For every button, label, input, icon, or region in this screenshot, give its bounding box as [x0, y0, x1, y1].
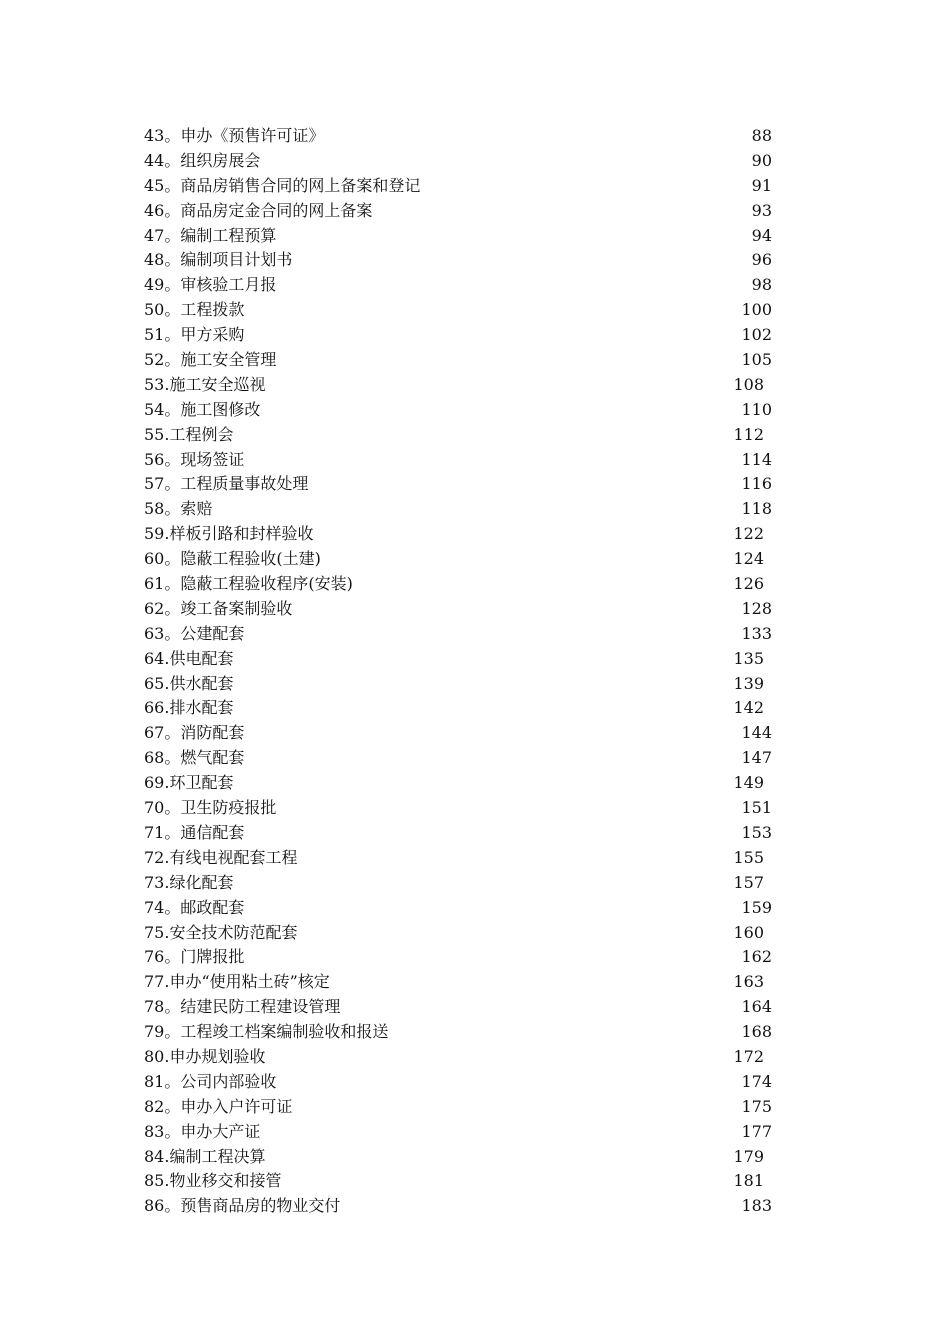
toc-entry	[144, 149, 774, 174]
toc-entry	[144, 1120, 774, 1145]
toc-entry-title: 53.施工安全巡视	[144, 374, 266, 394]
toc-entry	[144, 970, 774, 995]
toc-entry-page-number: 179	[733, 1146, 764, 1166]
toc-entry	[144, 846, 774, 871]
toc-entry-page-number: 96	[751, 250, 772, 270]
toc-entry-title: 83。申办大产证	[144, 1121, 261, 1141]
toc-entry-title: 48。编制项目计划书	[144, 250, 293, 270]
toc-entry-page-number: 172	[733, 1046, 764, 1066]
toc-entry-title: 74。邮政配套	[144, 897, 245, 917]
toc-entry-page-number: 163	[733, 972, 764, 992]
toc-entry-page-number: 88	[751, 126, 772, 145]
toc-entry-title: 72.有线电视配套工程	[144, 847, 298, 867]
toc-entry-page-number: 177	[741, 1121, 772, 1141]
toc-entry-page-number: 135	[733, 648, 764, 668]
toc-entry-page-number: 108	[733, 374, 764, 394]
toc-entry-page-number: 105	[741, 350, 772, 370]
toc-entry-title: 66.排水配套	[144, 698, 234, 718]
toc-entry	[144, 174, 774, 199]
toc-entry-page-number: 128	[741, 598, 772, 618]
toc-entry-title: 84.编制工程决算	[144, 1146, 266, 1166]
toc-entry-page-number: 110	[741, 399, 772, 419]
toc-entry-title: 82。申办入户许可证	[144, 1096, 293, 1116]
toc-entry-title: 45。商品房销售合同的网上备案和登记	[144, 175, 421, 195]
toc-entry	[144, 1070, 774, 1095]
toc-entry	[144, 522, 774, 547]
toc-entry-page-number: 98	[751, 275, 772, 295]
toc-entry-title: 64.供电配套	[144, 648, 234, 668]
toc-entry	[144, 771, 774, 796]
toc-entry	[144, 1145, 774, 1170]
toc-entry-page-number: 164	[741, 997, 772, 1017]
toc-entry-title: 54。施工图修改	[144, 399, 261, 419]
toc-entry-title: 60。隐蔽工程验收(土建)	[144, 549, 321, 569]
toc-entry	[144, 597, 774, 622]
toc-entry-page-number: 159	[741, 897, 772, 917]
toc-entry	[144, 622, 774, 647]
toc-entry-title: 68。燃气配套	[144, 748, 245, 768]
toc-entry-title: 61。隐蔽工程验收程序(安装)	[144, 574, 353, 594]
toc-entry-title: 86。预售商品房的物业交付	[144, 1196, 341, 1216]
toc-entry	[144, 547, 774, 572]
toc-entry	[144, 1020, 774, 1045]
toc-entry	[144, 995, 774, 1020]
toc-entry-title: 75.安全技术防范配套	[144, 922, 298, 942]
toc-entry	[144, 1095, 774, 1120]
toc-entry-title: 49。审核验工月报	[144, 275, 277, 295]
toc-entry-title: 55.工程例会	[144, 424, 234, 444]
toc-entry-page-number: 162	[741, 947, 772, 967]
toc-entry	[144, 721, 774, 746]
toc-entry-title: 62。竣工备案制验收	[144, 598, 293, 618]
toc-entry-page-number: 157	[733, 872, 764, 892]
toc-entry	[144, 896, 774, 921]
toc-entry-page-number: 175	[741, 1096, 772, 1116]
toc-entry	[144, 124, 774, 149]
toc-entry	[144, 1045, 774, 1070]
toc-entry-page-number: 149	[733, 773, 764, 793]
toc-entry-title: 56。现场签证	[144, 449, 245, 469]
toc-entry-page-number: 153	[741, 822, 772, 842]
toc-entry-page-number: 118	[741, 499, 772, 519]
toc-entry	[144, 871, 774, 896]
toc-entry-page-number: 151	[741, 798, 772, 818]
toc-entry-page-number: 183	[741, 1196, 772, 1216]
toc-entry	[144, 746, 774, 771]
toc-entry-page-number: 94	[751, 225, 772, 245]
toc-entry-title: 47。编制工程预算	[144, 225, 277, 245]
toc-entry-title: 81。公司内部验收	[144, 1071, 277, 1091]
toc-entry	[144, 373, 774, 398]
toc-entry	[144, 796, 774, 821]
toc-entry-page-number: 160	[733, 922, 764, 942]
toc-entry-page-number: 144	[741, 723, 772, 743]
toc-entry-page-number: 100	[741, 300, 772, 320]
toc-entry	[144, 448, 774, 473]
toc-entry	[144, 647, 774, 672]
toc-entry-title: 57。工程质量事故处理	[144, 474, 309, 494]
toc-entry-title: 71。通信配套	[144, 822, 245, 842]
toc-entry-page-number: 133	[741, 623, 772, 643]
toc-entry	[144, 248, 774, 273]
toc-entry	[144, 199, 774, 224]
toc-entry-title: 76。门牌报批	[144, 947, 245, 967]
toc-entry-page-number: 142	[733, 698, 764, 718]
toc-entry	[144, 945, 774, 970]
toc-entry-page-number: 181	[733, 1171, 764, 1191]
toc-entry-page-number: 139	[733, 673, 764, 693]
toc-entry-title: 69.环卫配套	[144, 773, 234, 793]
toc-entry-page-number: 114	[741, 449, 772, 469]
toc-entry-title: 73.绿化配套	[144, 872, 234, 892]
toc-entry-page-number: 93	[751, 200, 772, 220]
toc-entry-page-number: 147	[741, 748, 772, 768]
toc-entry-title: 77.申办“使用粘土砖”核定	[144, 972, 330, 992]
toc-entry	[144, 224, 774, 249]
toc-entry-page-number: 112	[733, 424, 764, 444]
toc-entry-title: 63。公建配套	[144, 623, 245, 643]
toc-entry-title: 51。甲方采购	[144, 325, 245, 345]
toc-entry-title: 80.申办规划验收	[144, 1046, 266, 1066]
toc-entry-page-number: 168	[741, 1022, 772, 1042]
toc-entry-page-number: 91	[751, 175, 772, 195]
toc-entry	[144, 696, 774, 721]
toc-entry	[144, 1194, 774, 1219]
toc-entry-page-number: 126	[733, 574, 764, 594]
toc-entry-title: 70。卫生防疫报批	[144, 798, 277, 818]
table-of-contents	[144, 124, 774, 1219]
toc-entry-title: 65.供水配套	[144, 673, 234, 693]
toc-entry	[144, 572, 774, 597]
toc-entry-page-number: 174	[741, 1071, 772, 1091]
toc-entry-page-number: 122	[733, 524, 764, 544]
toc-entry	[144, 497, 774, 522]
toc-entry-title: 59.样板引路和封样验收	[144, 524, 314, 544]
toc-entry-title: 58。索赔	[144, 499, 213, 519]
toc-entry	[144, 298, 774, 323]
toc-entry-title: 79。工程竣工档案编制验收和报送	[144, 1022, 389, 1042]
toc-entry	[144, 423, 774, 448]
toc-entry-title: 43。申办《预售许可证》	[144, 126, 325, 145]
toc-entry-title: 67。消防配套	[144, 723, 245, 743]
toc-entry	[144, 821, 774, 846]
toc-entry-page-number: 124	[733, 549, 764, 569]
toc-entry-title: 50。工程拨款	[144, 300, 245, 320]
toc-entry-page-number: 102	[741, 325, 772, 345]
toc-entry-page-number: 155	[733, 847, 764, 867]
toc-entry	[144, 472, 774, 497]
toc-entry-page-number: 90	[751, 150, 772, 170]
toc-entry	[144, 398, 774, 423]
toc-entry-title: 52。施工安全管理	[144, 350, 277, 370]
toc-entry	[144, 273, 774, 298]
toc-entry	[144, 672, 774, 697]
toc-entry-page-number: 116	[741, 474, 772, 494]
toc-entry	[144, 348, 774, 373]
toc-entry-title: 44。组织房展会	[144, 150, 261, 170]
toc-entry-title: 78。结建民防工程建设管理	[144, 997, 341, 1017]
toc-entry	[144, 921, 774, 946]
toc-entry	[144, 323, 774, 348]
toc-entry-title: 85.物业移交和接管	[144, 1171, 282, 1191]
toc-entry	[144, 1169, 774, 1194]
toc-entry-title: 46。商品房定金合同的网上备案	[144, 200, 373, 220]
